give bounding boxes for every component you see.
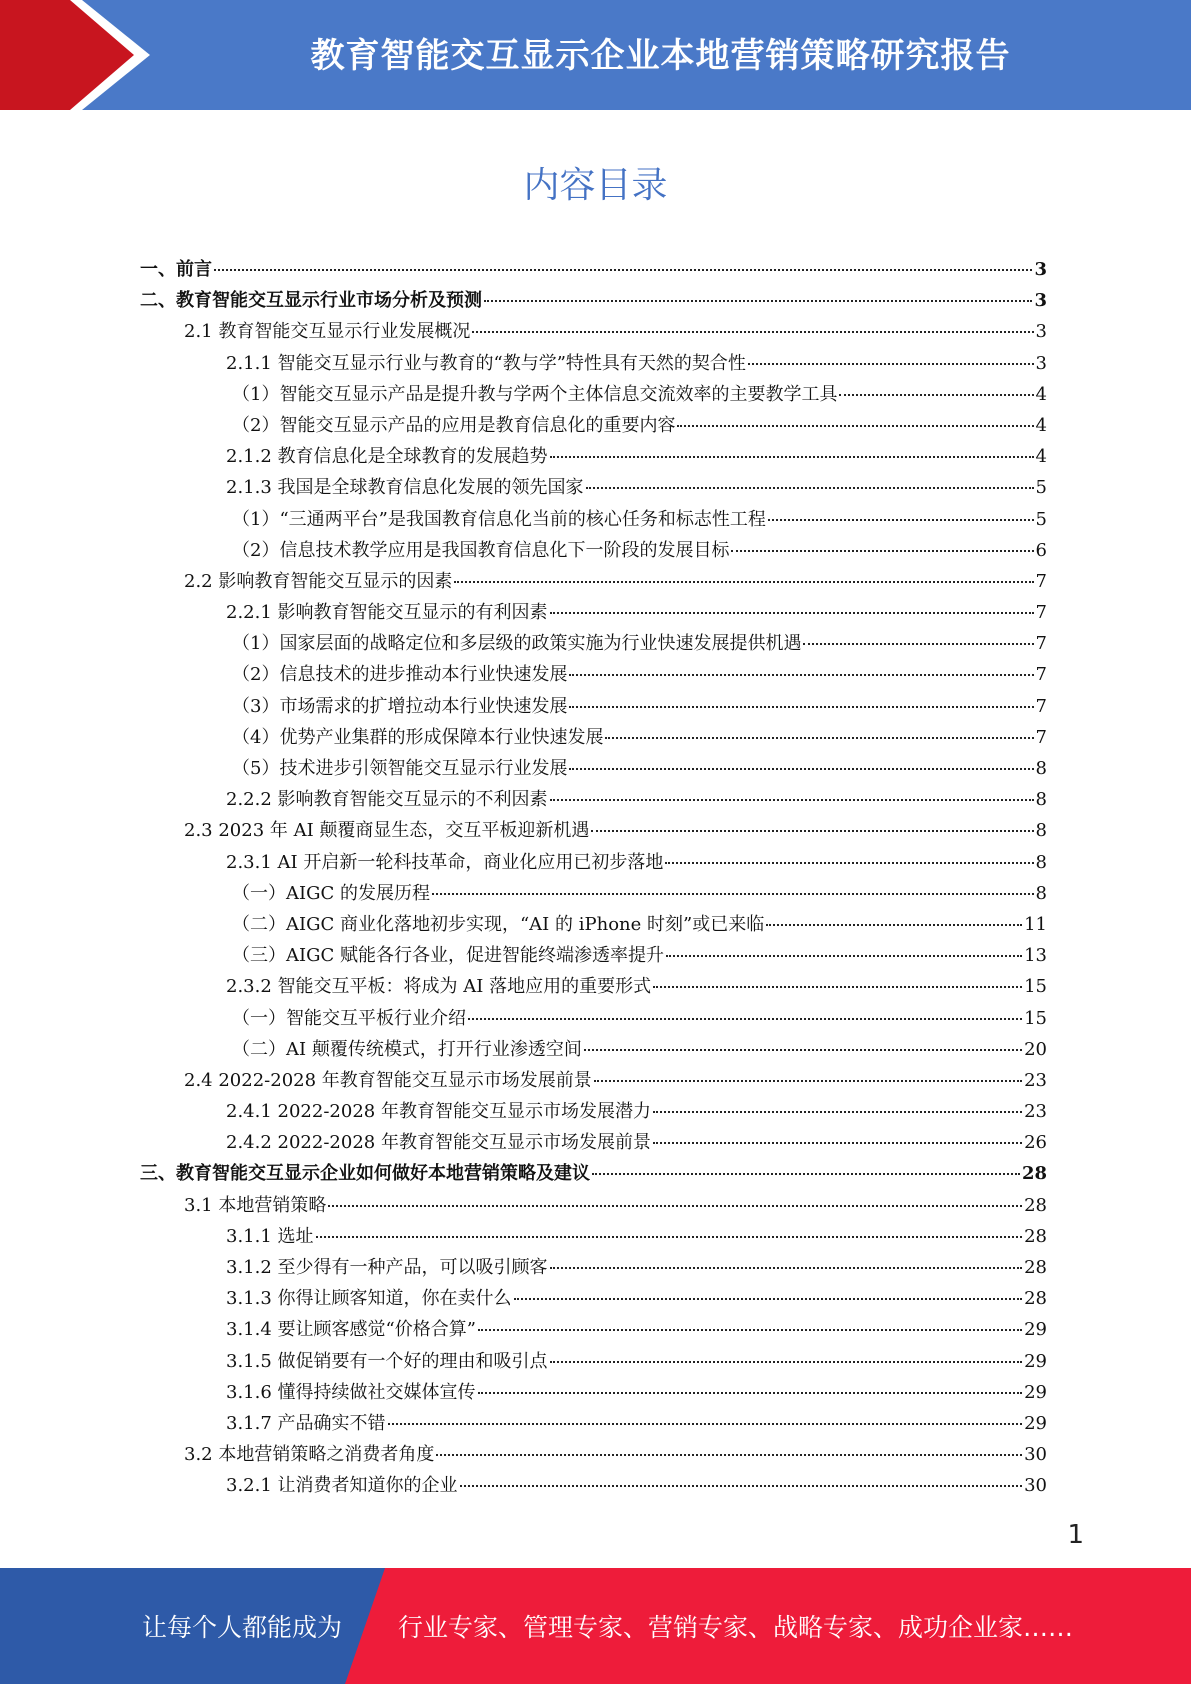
toc-entry-label: 2.2.2 影响教育智能交互显示的不利因素 xyxy=(226,789,548,811)
toc-dot-leader xyxy=(388,1423,1023,1425)
toc-entry[interactable] xyxy=(140,815,1047,846)
footer-slogan-right: 行业专家、管理专家、营销专家、战略专家、成功企业家…… xyxy=(398,1613,1074,1642)
toc-entry[interactable] xyxy=(140,1190,1047,1221)
toc-dot-leader xyxy=(484,300,1032,302)
toc-dot-leader xyxy=(653,986,1022,988)
toc-dot-leader xyxy=(594,1080,1022,1082)
toc-entry-label: （2）智能交互显示产品的应用是教育信息化的重要内容 xyxy=(232,414,676,436)
toc-dot-leader xyxy=(569,674,1033,676)
toc-dot-leader xyxy=(839,394,1033,396)
toc-entry[interactable] xyxy=(140,379,1047,410)
toc-entry-label: 2.3.1 AI 开启新一轮科技革命，商业化应用已初步落地 xyxy=(226,851,664,873)
toc-entry-page: 15 xyxy=(1024,1007,1047,1029)
toc-entry[interactable] xyxy=(140,1065,1047,1096)
toc-dot-leader xyxy=(584,1049,1022,1051)
toc-entry-label: （一）智能交互平板行业介绍 xyxy=(232,1007,466,1029)
toc-entry-label: （1）国家层面的战略定位和多层级的政策实施为行业快速发展提供机遇 xyxy=(232,633,802,655)
toc-dot-leader xyxy=(803,643,1033,645)
toc-dot-leader xyxy=(316,1236,1023,1238)
toc-entry-label: 2.3 2023 年 AI 颠覆商显生态，交互平板迎新机遇 xyxy=(184,820,590,842)
toc-entry-label: 2.1.1 智能交互显示行业与教育的“教与学”特性具有天然的契合性 xyxy=(226,352,746,374)
toc-entry[interactable] xyxy=(140,441,1047,472)
toc-entry-page: 20 xyxy=(1024,1038,1047,1060)
toc-dot-leader xyxy=(460,1485,1023,1487)
header-title: 教育智能交互显示企业本地营销策略研究报告 xyxy=(310,35,1011,76)
toc-entry-label: 3.1.4 要让顾客感觉“价格合算” xyxy=(226,1319,476,1341)
toc-dot-leader xyxy=(569,768,1033,770)
toc-entry[interactable] xyxy=(140,691,1047,722)
toc-dot-leader xyxy=(666,955,1022,957)
toc-entry-page: 13 xyxy=(1024,945,1047,967)
toc-entry-page: 7 xyxy=(1035,570,1047,592)
toc-entry-label: 2.2 影响教育智能交互显示的因素 xyxy=(184,570,453,592)
footer-slogan-left: 让每个人都能成为 xyxy=(142,1613,343,1642)
toc-entry[interactable] xyxy=(140,285,1047,316)
toc-entry-page: 28 xyxy=(1024,1288,1047,1310)
toc-entry-page: 23 xyxy=(1024,1069,1047,1091)
header-band xyxy=(0,0,1191,110)
toc-entry-label: 一、前言 xyxy=(140,259,212,280)
toc-entry-page: 29 xyxy=(1024,1412,1047,1434)
toc-entry-label: （二）AI 颠覆传统模式，打开行业渗透空间 xyxy=(232,1038,582,1060)
toc-entry-page: 8 xyxy=(1035,758,1047,779)
toc-entry-label: 2.1 教育智能交互显示行业发展概况 xyxy=(184,321,471,343)
toc-entry-page: 28 xyxy=(1024,1194,1047,1216)
toc-entry-label: 2.2.1 影响教育智能交互显示的有利因素 xyxy=(226,602,548,624)
toc-dot-leader xyxy=(766,924,1022,926)
toc-entry[interactable] xyxy=(140,535,1047,566)
toc-entry-page: 8 xyxy=(1035,882,1047,904)
toc-entry-page: 28 xyxy=(1024,1225,1047,1247)
toc-entry[interactable] xyxy=(140,847,1047,878)
toc-entry-label: （5）技术进步引领智能交互显示行业发展 xyxy=(232,758,568,779)
toc-dot-leader xyxy=(478,1329,1022,1331)
toc-entry[interactable] xyxy=(140,472,1047,503)
toc-entry-label: 3.1.5 做促销要有一个好的理由和吸引点 xyxy=(226,1350,548,1372)
toc-dot-leader xyxy=(328,1205,1022,1207)
toc-entry[interactable] xyxy=(140,410,1047,441)
toc-entry[interactable] xyxy=(140,1470,1047,1501)
toc-entry-label: 2.4.2 2022-2028 年教育智能交互显示市场发展前景 xyxy=(226,1132,651,1154)
toc-entry-label: （三）AIGC 赋能各行各业，促进智能终端渗透率提升 xyxy=(232,945,664,967)
toc-entry[interactable] xyxy=(140,504,1047,535)
toc-entry-label: （3）市场需求的扩增拉动本行业快速发展 xyxy=(232,695,568,717)
toc-dot-leader xyxy=(653,1142,1022,1144)
toc-dot-leader xyxy=(653,1111,1022,1113)
toc-dot-leader xyxy=(214,269,1032,271)
toc-entry-page: 7 xyxy=(1035,695,1047,717)
toc-dot-leader xyxy=(731,550,1033,552)
toc-entry-label: 2.1.3 我国是全球教育信息化发展的领先国家 xyxy=(226,477,584,499)
toc-entry[interactable] xyxy=(140,1003,1047,1034)
toc-entry-page: 29 xyxy=(1024,1381,1047,1403)
toc-entry-page: 3 xyxy=(1035,352,1047,374)
toc-entry-page: 8 xyxy=(1035,820,1047,842)
toc-dot-leader xyxy=(436,1454,1022,1456)
toc-entry-page: 7 xyxy=(1035,726,1047,748)
toc-entry-page: 30 xyxy=(1024,1444,1047,1466)
page-number: 1 xyxy=(1067,1520,1084,1550)
toc-entry-label: （二）AIGC 商业化落地初步实现，“AI 的 iPhone 时刻”或已来临 xyxy=(232,913,765,935)
toc-entry-page: 3 xyxy=(1035,321,1047,343)
toc-dot-leader xyxy=(569,706,1033,708)
toc-dot-leader xyxy=(468,1018,1022,1020)
header-chevron-graphic xyxy=(0,0,160,110)
toc-entry-label: （2）信息技术教学应用是我国教育信息化下一阶段的发展目标 xyxy=(232,539,730,561)
toc-dot-leader xyxy=(432,893,1034,895)
toc-dot-leader xyxy=(550,456,1034,458)
table-of-contents xyxy=(140,254,1047,1502)
toc-dot-leader xyxy=(591,830,1033,832)
toc-entry[interactable] xyxy=(140,1096,1047,1127)
toc-dot-leader xyxy=(472,331,1033,333)
toc-entry-page: 8 xyxy=(1035,851,1047,873)
toc-dot-leader xyxy=(768,519,1034,521)
toc-entry-page: 26 xyxy=(1024,1132,1047,1154)
toc-dot-leader xyxy=(550,799,1034,801)
toc-entry[interactable] xyxy=(140,566,1047,597)
toc-entry-page: 5 xyxy=(1035,508,1047,530)
toc-entry[interactable] xyxy=(140,1283,1047,1314)
toc-entry[interactable] xyxy=(140,1221,1047,1252)
toc-heading: 内容目录 xyxy=(523,165,668,206)
footer-band xyxy=(0,1568,1191,1684)
toc-entry[interactable] xyxy=(140,1314,1047,1345)
toc-entry-page: 29 xyxy=(1024,1350,1047,1372)
toc-dot-leader xyxy=(677,425,1033,427)
toc-entry-page: 4 xyxy=(1035,446,1047,468)
toc-entry-page: 7 xyxy=(1035,602,1047,624)
toc-dot-leader xyxy=(586,487,1034,489)
toc-dot-leader xyxy=(478,1392,1023,1394)
toc-dot-leader xyxy=(550,1267,1023,1269)
toc-dot-leader xyxy=(514,1298,1023,1300)
toc-entry[interactable] xyxy=(140,909,1047,940)
toc-entry-label: 2.4.1 2022-2028 年教育智能交互显示市场发展潜力 xyxy=(226,1101,651,1123)
toc-entry-label: （4）优势产业集群的形成保障本行业快速发展 xyxy=(232,726,604,748)
toc-entry-label: 2.4 2022-2028 年教育智能交互显示市场发展前景 xyxy=(184,1069,592,1091)
toc-entry[interactable] xyxy=(140,1377,1047,1408)
toc-entry-page: 29 xyxy=(1024,1319,1047,1341)
toc-entry[interactable] xyxy=(140,971,1047,1002)
toc-entry-label: 3.1.1 选址 xyxy=(226,1225,314,1247)
toc-entry-page: 23 xyxy=(1024,1101,1047,1123)
toc-entry[interactable] xyxy=(140,878,1047,909)
toc-entry-label: 3.1.6 懂得持续做社交媒体宣传 xyxy=(226,1381,476,1403)
toc-entry-label: 2.1.2 教育信息化是全球教育的发展趋势 xyxy=(226,446,548,468)
toc-entry-page: 4 xyxy=(1035,383,1047,405)
toc-entry[interactable] xyxy=(140,659,1047,690)
toc-entry-label: 三、教育智能交互显示企业如何做好本地营销策略及建议 xyxy=(140,1163,590,1185)
toc-entry[interactable] xyxy=(140,1158,1047,1189)
toc-entry[interactable] xyxy=(140,1408,1047,1439)
toc-entry[interactable] xyxy=(140,597,1047,628)
toc-entry[interactable] xyxy=(140,348,1047,379)
toc-entry-label: 3.1.7 产品确实不错 xyxy=(226,1412,386,1434)
toc-entry[interactable] xyxy=(140,1346,1047,1377)
toc-entry[interactable] xyxy=(140,1127,1047,1158)
toc-entry-label: 3.1.3 你得让顾客知道，你在卖什么 xyxy=(226,1288,512,1310)
toc-entry-page: 28 xyxy=(1024,1257,1047,1278)
toc-entry-label: （2）信息技术的进步推动本行业快速发展 xyxy=(232,664,568,686)
toc-entry-page: 8 xyxy=(1035,789,1047,811)
toc-dot-leader xyxy=(665,862,1033,864)
toc-entry-label: 3.1 本地营销策略 xyxy=(184,1194,327,1216)
toc-entry-label: 2.3.2 智能交互平板：将成为 AI 落地应用的重要形式 xyxy=(226,976,652,998)
toc-dot-leader xyxy=(550,1361,1023,1363)
toc-entry-page: 4 xyxy=(1035,414,1047,436)
toc-entry-label: （1）智能交互显示产品是提升教与学两个主体信息交流效率的主要教学工具 xyxy=(232,383,838,405)
toc-entry[interactable] xyxy=(140,940,1047,971)
toc-dot-leader xyxy=(454,581,1033,583)
toc-entry[interactable] xyxy=(140,753,1047,784)
toc-entry-page: 3 xyxy=(1034,259,1047,280)
toc-entry-label: 二、教育智能交互显示行业市场分析及预测 xyxy=(140,290,482,312)
toc-entry-page: 7 xyxy=(1035,633,1047,655)
toc-entry-label: （一）AIGC 的发展历程 xyxy=(232,882,430,904)
toc-entry-page: 3 xyxy=(1034,290,1047,312)
toc-entry[interactable] xyxy=(140,628,1047,659)
toc-entry-page: 28 xyxy=(1021,1163,1047,1185)
toc-dot-leader xyxy=(592,1173,1020,1175)
toc-entry[interactable] xyxy=(140,316,1047,347)
toc-entry-label: 3.1.2 至少得有一种产品，可以吸引顾客 xyxy=(226,1257,548,1278)
toc-entry-page: 30 xyxy=(1024,1475,1047,1497)
toc-entry-page: 15 xyxy=(1024,976,1047,998)
toc-entry[interactable] xyxy=(140,1252,1047,1283)
toc-entry-page: 11 xyxy=(1024,913,1047,935)
toc-entry-page: 7 xyxy=(1035,664,1047,686)
toc-dot-leader xyxy=(748,363,1034,365)
toc-dot-leader xyxy=(605,737,1033,739)
toc-entry[interactable] xyxy=(140,1034,1047,1065)
toc-entry[interactable] xyxy=(140,722,1047,753)
toc-entry-label: （1）“三通两平台”是我国教育信息化当前的核心任务和标志性工程 xyxy=(232,508,766,530)
toc-entry[interactable] xyxy=(140,254,1047,285)
toc-entry-page: 6 xyxy=(1035,539,1047,561)
toc-entry-label: 3.2.1 让消费者知道你的企业 xyxy=(226,1475,458,1497)
toc-entry-label: 3.2 本地营销策略之消费者角度 xyxy=(184,1444,435,1466)
toc-entry-page: 5 xyxy=(1035,477,1047,499)
toc-entry[interactable] xyxy=(140,1439,1047,1470)
toc-entry[interactable] xyxy=(140,784,1047,815)
toc-dot-leader xyxy=(550,612,1034,614)
